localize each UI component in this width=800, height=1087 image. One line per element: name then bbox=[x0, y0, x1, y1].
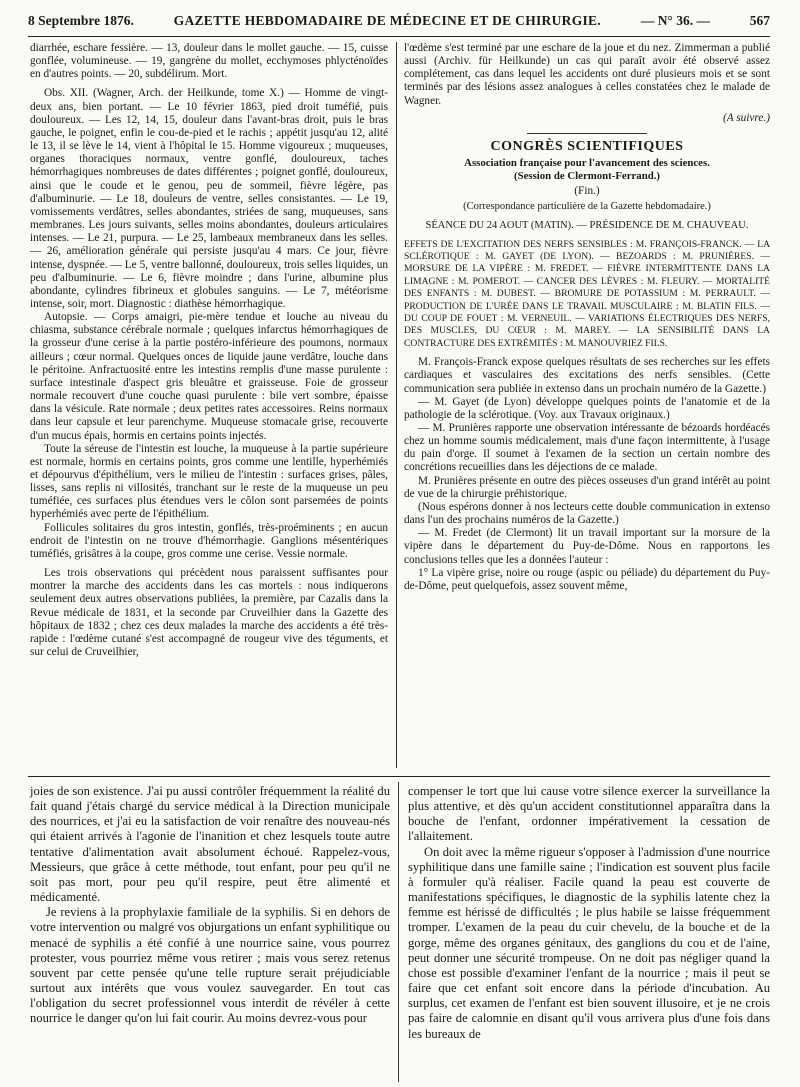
a-suivre: (A suivre.) bbox=[722, 111, 770, 124]
autopsie: Autopsie. — Corps amaigri, pie-mère tendue et louche au niveau du chiasma, substance cérébrale normale ; quelques infarctus hémorrhagiques de la grosseur d'une cerise à la partie postéro-inférieure des poumons, normaux ailleurs ; cœur normal. Quelques onces de liquide jaune verdâtre, louche dans le péritoine. Anfractuosité entre les intestins remplis d'une masse purulente : surface intestinale d'aspect gris bleuâtre et graisseuse. Foie de grosseur normale recouvert d'une couche quasi purulente : bile vert sombre, épaisse dans la vésicule. Rate normale ; deux petites rates accessoires. Reins normaux dans leur capsule et leur parenchyme. Muqueuse stomacale grise, recouverte d'un mucus épais, hormis en certains points injectés. bbox=[30, 311, 388, 442]
page-header bbox=[28, 6, 770, 36]
sommaire: EFFETS DE L'EXCITATION DES NERFS SENSIBLES : M. FRANÇOIS-FRANCK. — LA SCLÉROTIQUE : M. GAYET (DE LYON). — BEZOARDS : M. PRUNIÈRES. — MORSURE DE LA VIPÈRE : M. FREDET. — FIÈVRE INTERMITTENTE DANS LA LIMAGNE : M. POMEROT. — CANCER DES LÈVRES : M. FLEURY. — MORTALITÉ DES ENFANTS : M. DUBEST. — BROMURE DE POTASSIUM : M. PERRAULT. — PRODUCTION DE L'URÉE DANS LE TRAVAIL MUSCULAIRE : M. BLATIN FILS. — DU COUP DE FOUET : M. VERNEUIL. — VARIATIONS ÉLECTRIQUES DES NERFS, DES MUSCLES, DU CŒUR : M. MAREY. — LA SENSIBILITÉ DANS LA CONTRACTURE DES EXTRÉMITÉS : M. MANOUVRIEZ FILS. bbox=[404, 238, 770, 349]
para-prunieres: — M. Prunières rapporte une observation intéressante de bézoards hordéacés chez un homme soumis médicalement, mais d'une façon intermittente, à l'usage du pain d'orge. Il soumet à l'examen de la section un certain nombre des concrétions recueillies dans les déjections de ce malade. bbox=[404, 422, 770, 474]
sereuse-intestin: Toute la séreuse de l'intestin est louche, la muqueuse à la partie supérieure est normale, hormis en certains points, gros comme une lentille, hyperhémiés et dépourvus d'épithélium, vers le milieu de l'intestin : surfaces grises, pâles, lisses, sans replis ni villosités, tranchant sur le reste de la muqueuse un peu tuméfiée, ces surfaces plus étendues vers le côlon sont parsemées de points hyperhémiés avec perte de l'épithélium. bbox=[30, 442, 388, 521]
header-issue-number: — N° 36. — bbox=[640, 13, 710, 28]
lower-column-separator bbox=[398, 782, 399, 1082]
para-nous-esperons: (Nous espérons donner à nos lecteurs cette double communication in extenso dans l'un des prochains numéros de la Gazette.) bbox=[404, 500, 770, 527]
para-prunieres-2: M. Prunières présente en outre des pièces osseuses d'un grand intérêt au point de vue de la chirurgie préhistorique. bbox=[404, 474, 770, 500]
para-gayet: — M. Gayet (de Lyon) développe quelques points de l'anatomie et de la pathologie de la sclérotique. (Voy. aux Travaux originaux.) bbox=[404, 395, 770, 421]
lower-right-para-1: compenser le tort que lui cause votre silence exercer la surveillance la plus attentive, et dès qu'un accident constitutionnel apparaîtra dans la bouche de l'enfant, ordonner impérativement la cessation de l'allaitement. bbox=[408, 784, 770, 844]
para-fredet: — M. Fredet (de Clermont) lit un travail important sur la morsure de la vipère dans le département du Puy-de-Dôme. Nous en rapportons les conclusions telles que les a données l'auteur : bbox=[404, 527, 770, 566]
lower-right-para-2: On doit avec la même rigueur s'opposer à l'admission d'une nourrice syphilitique dans une famille saine ; l'indication est souvent plus facile à formuler qu'à réaliser. Facile quand la peau est couverte de manifestations spécifiques, le diagnostic de la syphilis latente chez la femme est hérissé de difficultés ; le plus habile se laisse fréquemment tromper. L'examen de la peau du cuir chevelu, de la bouche et de la gorge, même des organes génitaux, des ganglions du cou et de l'aine, peut donner une sécurité trompeuse. On ne doit pas négliger quand la chose est possible d'examiner l'enfant de la nourrice ; mais il peut se faire que cet enfant soit encore dans la période d'incubation. Au surplus, cet examen de l'enfant est bien souvent illusoire, et je ne crois pas faire de calomnie en disant qu'il vous arrivera plus d'une fois dans les bureaux de bbox=[408, 844, 770, 1041]
para-vipere: 1° La vipère grise, noire ou rouge (aspic ou péliade) du département du Puy-de-Dôme, peut quelquefois, assez souvent même, bbox=[404, 566, 770, 592]
session-title: (Session de Clermont-Ferrand.) bbox=[513, 170, 661, 183]
header-page-number: 567 bbox=[749, 13, 770, 28]
sommaire-block bbox=[404, 239, 770, 351]
seance-heading: SÉANCE DU 24 AOUT (MATIN). — PRÉSIDENCE DE M. CHAUVEAU. bbox=[425, 220, 749, 232]
trois-observations: Les trois observations qui précèdent nous paraissent suffisantes pour montrer la marche des accidents dans les cas mortels : nous indiquerons seulement deux autres observations publiées, la première, par Cazalis dans la Revue médicale de 1831, et la seconde par Cruveilhier dans la Gazette des hôpitaux de 1832 ; chez ces deux malades la marche des accidents a été très-rapide : l'œdème cutané s'est accompagné de rougeur vive des téguments, et sur celui de Cruveilhier, bbox=[30, 567, 388, 659]
lower-left-para-2: Je reviens à la prophylaxie familiale de la syphilis. Si en dehors de votre intervention ou malgré vos objurgations un enfant syphilitique ou menacé de syphilis a été confié à une nourrice saine, vous pourrez protester, vous pourriez même vous retirer ; mais vous serez retenus souvent par cette pensée qu'une telle rupture serait préjudiciable surtout aux intérêts que vous voulez sauvegarder. En tout cas l'obligation du secret professionnel vous interdit de révéler à cette nourrice le danger qu'on lui fait courir. Au moins devrez-vous pour bbox=[30, 905, 390, 1026]
lower-right-column bbox=[408, 784, 770, 1042]
correspondance: (Correspondance particulière de la Gazette hebdomadaire.) bbox=[463, 201, 711, 213]
obs-continuation: diarrhée, eschare fessière. — 13, douleur dans le mollet gauche. — 15, cuisse gonflée, volumineuse. — 19, gangrène du mollet, ecchymoses phlycténoïdes en d'autres points. — 20, subdélirum. Mort. bbox=[30, 42, 388, 81]
lower-left-column bbox=[30, 784, 390, 1027]
left-column bbox=[30, 42, 388, 659]
column-separator bbox=[396, 42, 397, 768]
right-intro: l'œdème s'est terminé par une eschare de la joue et du nez. Zimmerman a publié aussi (Archiv. für Heilkunde) un cas qui paraît avoir été observé assez complétement, cas dans lequel les accidents ont duré plusieurs mois et se sont terminés par des lésions assez analogues à celles constatées chez le malade de Wagner. bbox=[404, 42, 770, 107]
header-date: 8 Septembre 1876. bbox=[28, 13, 134, 28]
header-rule bbox=[28, 36, 770, 37]
association-title: Association française pour l'avancement des sciences. bbox=[464, 157, 710, 170]
follicules: Follicules solitaires du gros intestin, gonflés, très-proéminents ; en aucun endroit de l'intestin on ne trouve d'hémorrhagie. Ganglions mésentériques tuméfiés, grisâtres à la coupe, gros comme une cerise. Vessie normale. bbox=[30, 521, 388, 560]
right-column bbox=[404, 42, 770, 593]
section-rule bbox=[28, 776, 770, 777]
para-francois-franck: M. François-Franck expose quelques résultats de ses recherches sur les effets cardiaques et vasculaires des excitations des nerfs sensibles. (Cette communication sera publiée in extenso dans un prochain numéro de la Gazette.) bbox=[404, 356, 770, 395]
obs-xii: Obs. XII. (Wagner, Arch. der Heilkunde, tome X.) — Homme de vingt-deux ans, bien portant. — Le 10 février 1863, pied droit tuméfié, puis douloureux. — Les 12, 14, 15, douleur dans l'avant-bras droit, puis le bras gauche, le poignet, enfin le cou-de-pied et le rachis ; appétit jusqu'au 12, alité le 13, il se lève le 14, vient à l'hôpital le 15. Homme vigoureux ; muqueuses, organes thoraciques normaux, ventre gonflé, douloureux, taches hémorrhagiques nombreuses de dates différentes ; poignet gonflé, douloureux, ainsi que le coude et le genou, peu de sommeil, fièvre légère, pas d'albuminurie. — Le 18, douleurs de ventre, selles consistantes. — Le 19, vomissements verdâtres, selles abondantes, striées de sang, muqueuses, sans membranes. Les jours suivants, selles moins abondantes, douleurs articulaires intenses. — Le 21, purpura. — Le 25, lambeaux membraneux dans les selles. — 26, amélioration générale qui persiste jusqu'au 4 mars. Ce jour, fièvre intense, dyspnée. — Le 5, ventre ballonné, douloureux, trois selles liquides, un peu d'albuminurie. — Le 6, fièvre moindre ; dans l'urine, albumine plus abondante, cylindres fibrineux et globules sanguins. — Le 7, météorisme intense, soir, mort. Diagnostic : diathèse hémorrhagique. bbox=[30, 87, 388, 310]
header-title: GAZETTE HEBDOMADAIRE DE MÉDECINE ET DE CHIRURGIE. bbox=[173, 13, 602, 28]
congres-title: CONGRÈS SCIENTIFIQUES bbox=[490, 138, 684, 154]
fin-label: (Fin.) bbox=[574, 185, 600, 198]
short-rule bbox=[527, 133, 647, 134]
lower-left-para-1: joies de son existence. J'ai pu aussi contrôler fréquemment la réalité du fait quand j'étais chargé du service médical à la Direction municipale des nourrices, et j'ai eu la satisfaction de voir renaître des nouveau-nés qui étaient arrivés à l'agonie de l'inanition et chez lesquels toute autre tentative d'alimentation avait absolument échoué. Rappelez-vous, Messieurs, que grâce à cette méthode, tout enfant, pour peu qu'il ne soit pas mort, pour peu qu'il respire, peut être alimenté et médicamenté. bbox=[30, 784, 390, 905]
